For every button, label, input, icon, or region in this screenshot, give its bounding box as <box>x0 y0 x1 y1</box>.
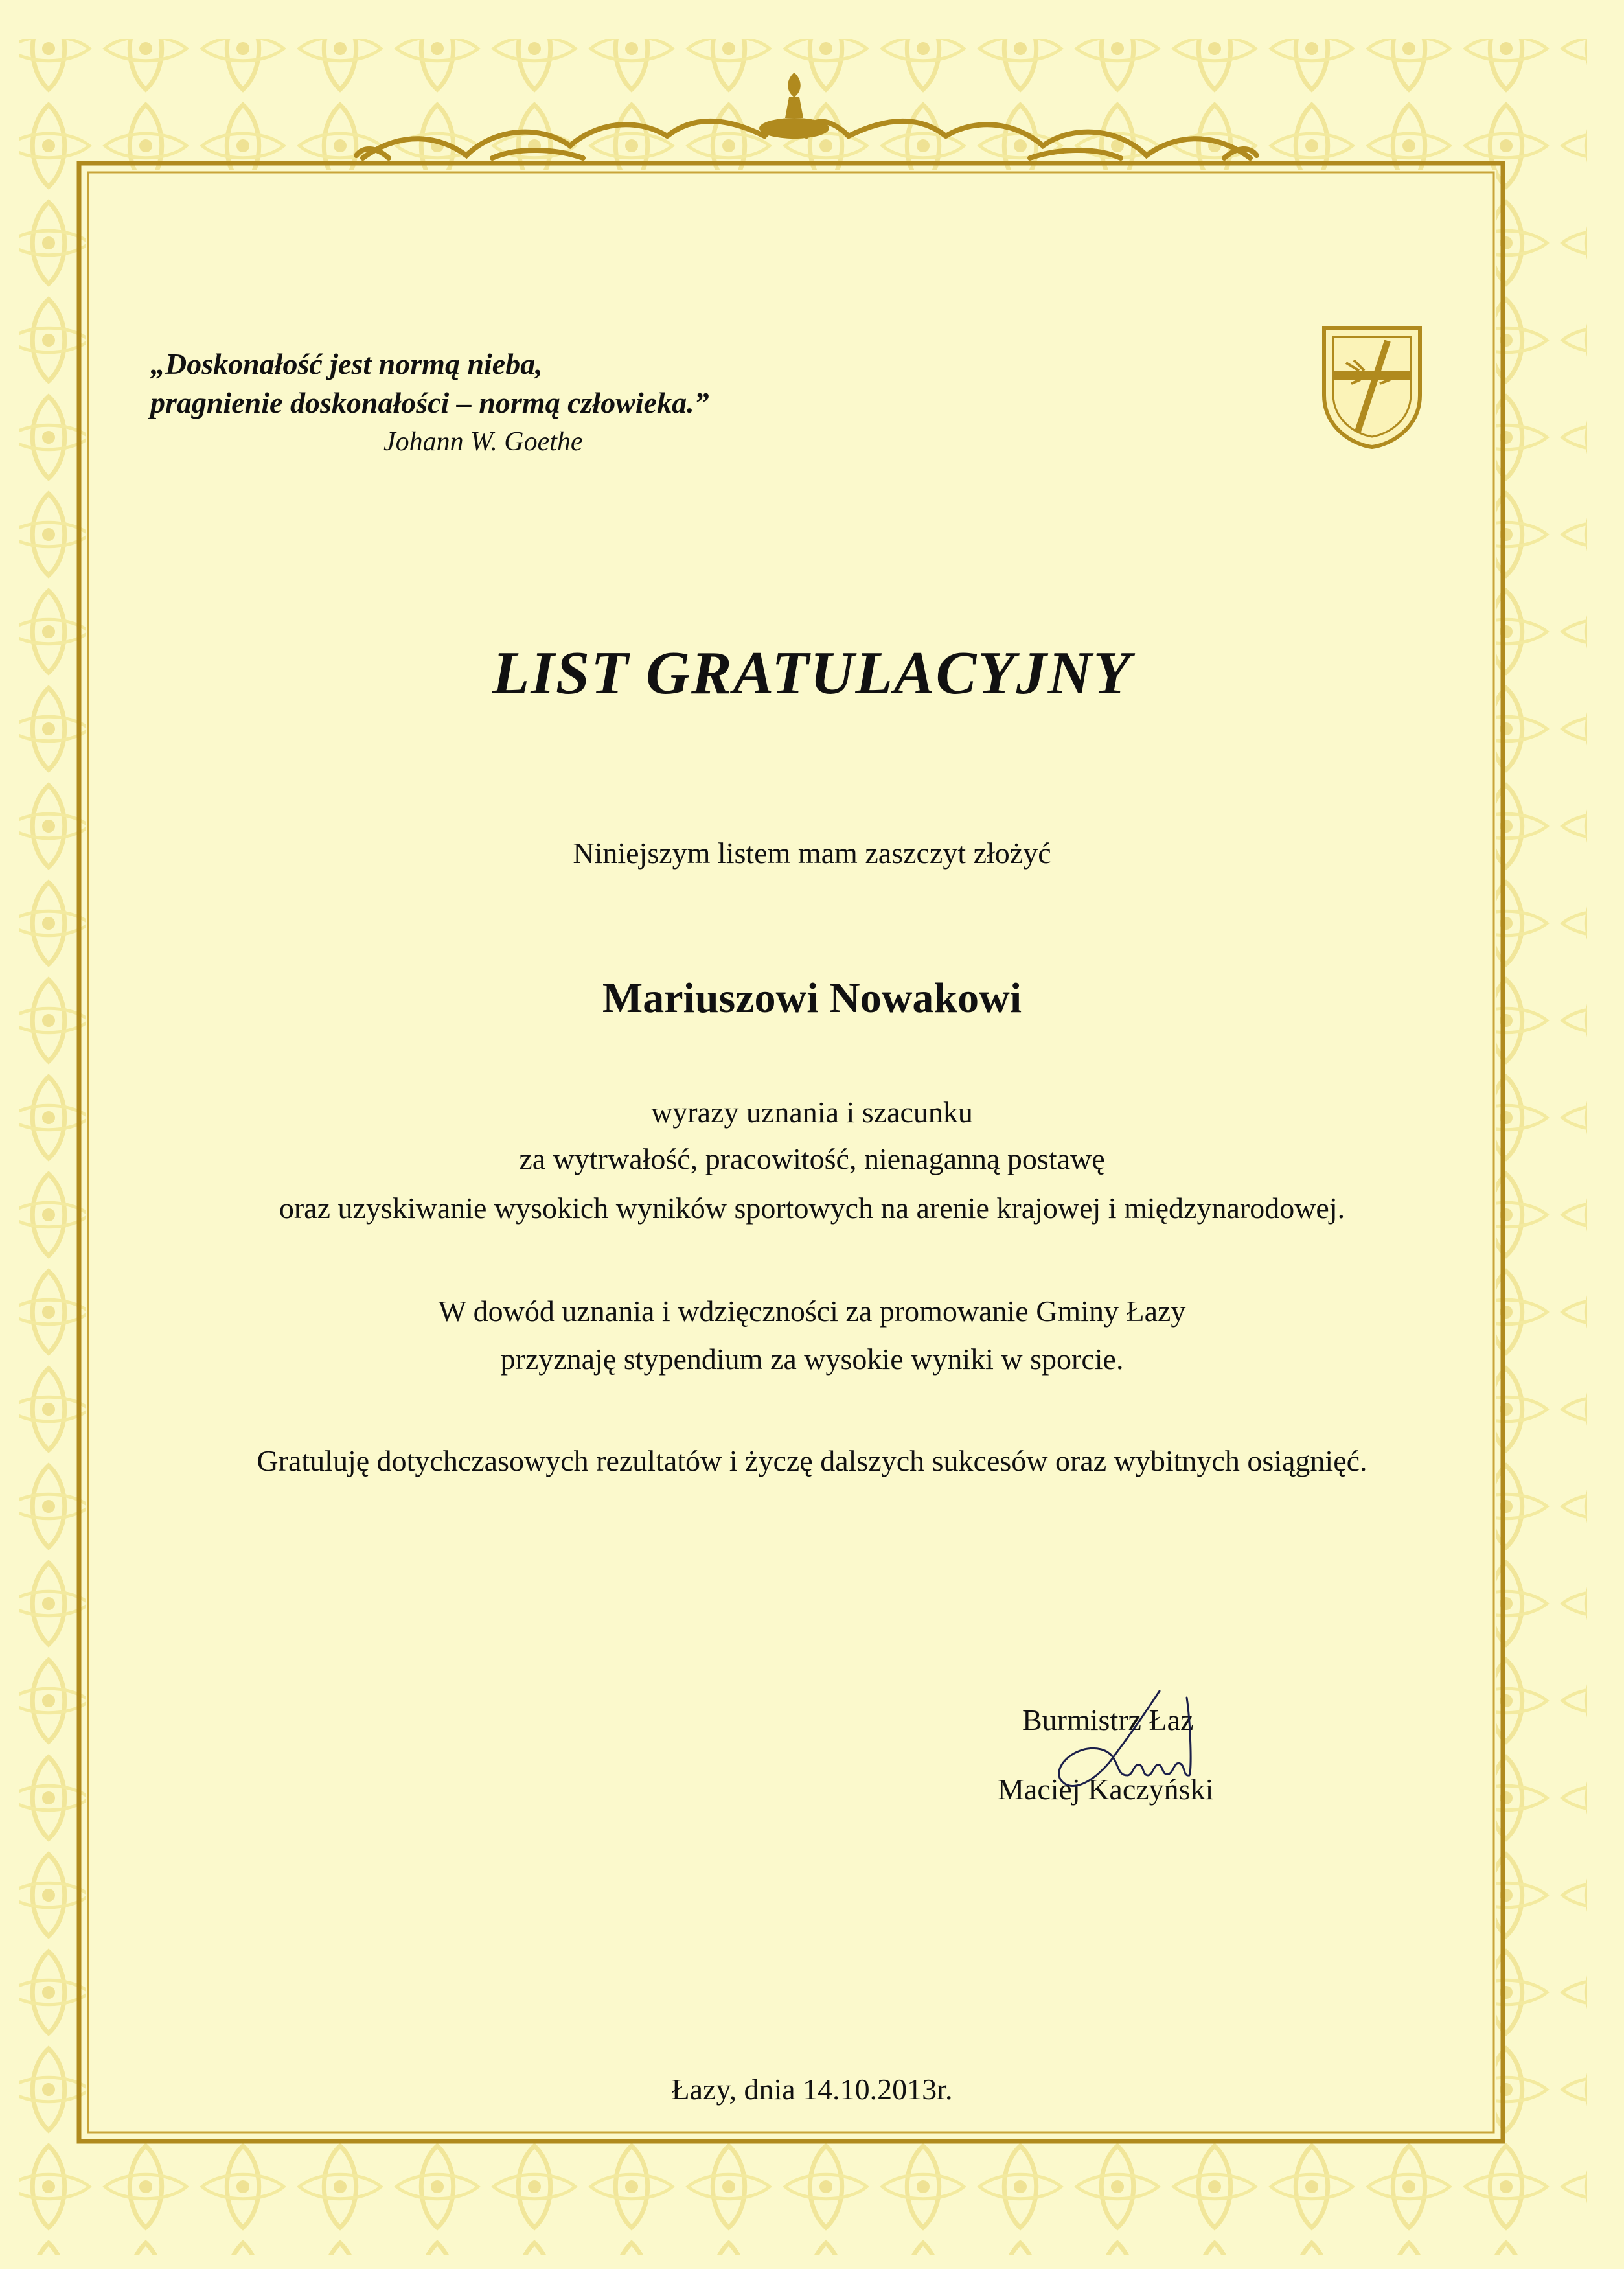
body-line-1: wyrazy uznania i szacunku <box>651 1096 973 1129</box>
handwritten-signature <box>1036 1685 1231 1814</box>
body-line-5: przyznaję stypendium za wysokie wyniki w sporcie. <box>500 1342 1124 1376</box>
signatory-name: Maciej Kaczyński <box>998 1773 1214 1806</box>
body-line-2: za wytrwałość, pracowitość, nienaganną postawę <box>519 1142 1105 1175</box>
body-line-3: oraz uzyskiwanie wysokich wyników sportowych na arenie krajowej i międzynarodowej. <box>279 1192 1345 1225</box>
place-and-date: Łazy, dnia 14.10.2013r. <box>671 2073 953 2106</box>
certificate-title: LIST GRATULACYJNY <box>492 639 1132 707</box>
motto-author: Johann W. Goethe <box>383 427 583 457</box>
body-line-4: W dowód uznania i wdzięczności za promowanie Gminy Łazy <box>438 1295 1186 1328</box>
motto-quote <box>150 345 709 422</box>
motto-line-1: „Doskonałość jest normą nieba, <box>150 347 543 380</box>
intro-line: Niniejszym listem mam zaszczyt złożyć <box>573 836 1051 870</box>
municipal-crest-icon <box>1320 324 1424 450</box>
signatory-role: Burmistrz Łaz <box>1022 1703 1194 1736</box>
body-line-6: Gratuluję dotychczasowych rezultatów i życzę dalszych sukcesów oraz wybitnych osiągnięć. <box>257 1444 1367 1477</box>
recipient-name: Mariuszowi Nowakowi <box>602 974 1022 1022</box>
motto-line-2: pragnienie doskonałości – normą człowieka.” <box>150 386 709 419</box>
